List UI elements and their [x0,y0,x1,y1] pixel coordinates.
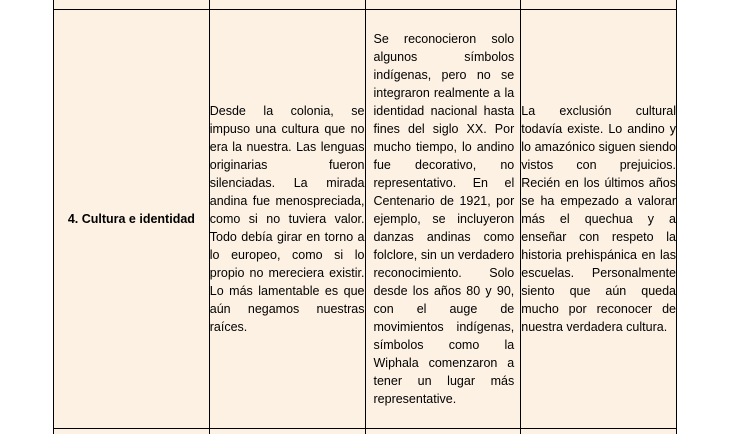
previous-row-fragment [54,0,677,10]
table-cell [365,0,521,10]
table-cell [209,0,365,10]
table-cell [521,429,677,434]
table-row [54,10,677,429]
column-2-text: Desde la colonia, se impuso una cultura que no era la nuestra. Las lenguas originarias fueron silenciadas. La mirada andina fue menospreciada, como si no tuviera valor. Todo debía girar en torno a lo europeo, como si lo propio no mereciera existir. Lo más lamentable es que aún negamos nuestras raíces. [209,104,365,334]
column-4-text: La exclusión cultural todavía existe. Lo andino y lo amazónico siguen siendo vistos con prejuicios. Recién en los últimos años se ha empezado a valorar más el quechua y a enseñar con respeto la historia prehispánica en las escuelas. Personalmente siento que aún queda mucho por reconocer de nuestra verdadera cultura. [521,104,676,334]
comparison-table [53,0,677,434]
table-cell [365,429,521,434]
column-2-cell [209,10,365,429]
table-cell [521,0,677,10]
column-4-cell [521,10,677,429]
row-topic: 4. Cultura e identidad [67,212,195,226]
table-cell [54,0,210,10]
table-cell [54,429,210,434]
column-3-cell [365,10,521,429]
column-3-text: Se reconocieron solo algunos símbolos indígenas, pero no se integraron realmente a la identidad nacional hasta fines del siglo XX. Por mucho tiempo, lo andino fue decorativo, no representativo. En el Centenario de 1921, por ejemplo, se incluyeron danzas andinas como folclore, sin un verdadero reconocimiento. Solo desde los años 80 y 90, con el auge de movimientos indígenas, símbolos como la Wiphala comenzaron a tener un lugar más representative. [373,32,515,406]
row-topic-cell [54,10,210,429]
next-row-fragment [54,429,677,434]
table-cell [209,429,365,434]
